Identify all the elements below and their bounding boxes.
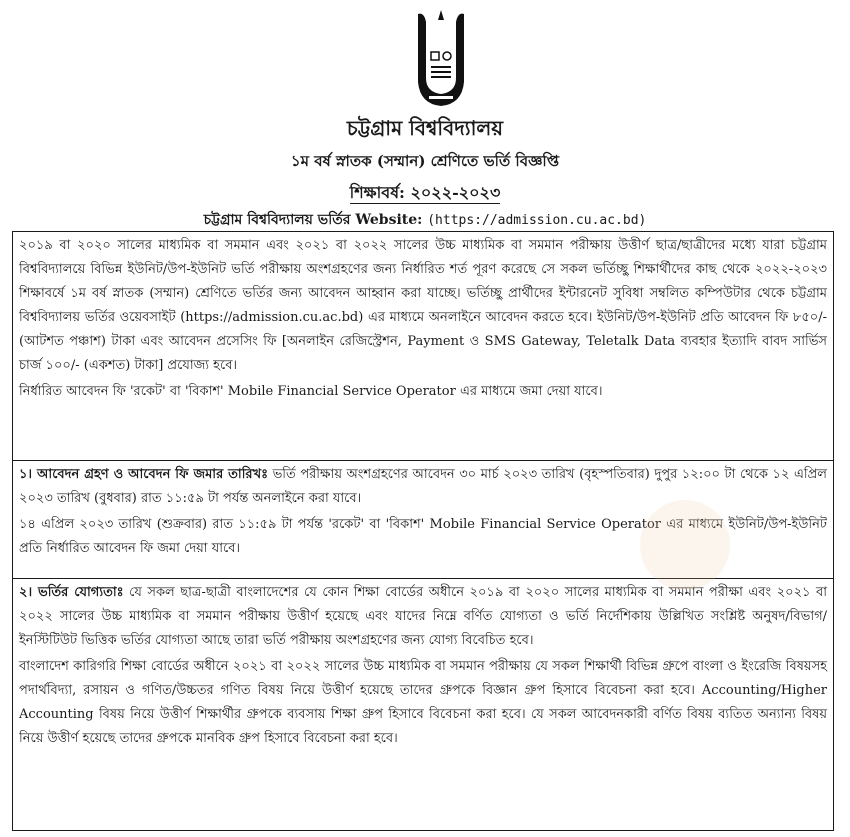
notice-title: ১ম বর্ষ স্নাতক (সম্মান) শ্রেণিতে ভর্তি বিজ্ঞপ্তি — [290, 152, 560, 170]
university-crest-logo — [414, 8, 468, 108]
session-title — [0, 180, 850, 207]
website-url[interactable]: (https://admission.cu.ac.bd) — [427, 213, 647, 228]
watermark-stamp — [640, 500, 730, 590]
dates-paragraph-1 — [19, 463, 827, 511]
eligibility-heading: ২। ভর্তির যোগ্যতাঃ — [19, 585, 124, 600]
website-label: চট্টগ্রাম বিশ্ববিদ্যালয় ভর্তির Website: — [203, 212, 423, 228]
eligibility-paragraph-2: বাংলাদেশ কারিগরি শিক্ষা বোর্ডের অধীনে ২০২১ বা ২০২২ সালের উচ্চ মাধ্যমিক বা সমমান পরীক্ষায় যে সকল শিক্ষার্থী বিভিন্ন গ্রুপে বাংলা ও ইংরেজি বিষয়সহ পদার্থবিদ্যা, রসায়ন ও গণিত/উচ্চতর গণিত বিষয় নিয়ে উত্তীর্ণ হয়েছে তাদের গ্রুপকে বিজ্ঞান গ্রুপ হিসাবে বিবেচনা করা হবে। Accounting/Higher Accounting বিষয় নিয়ে উত্তীর্ণ শিক্ষার্থীর গ্রুপকে ব্যবসায় শিক্ষা গ্রুপ হিসাবে বিবেচনা করা হবে। যে সকল আবেদনকারী বর্ণিত বিষয় ব্যতিত অন্যান্য বিষয় নিয়ে উত্তীর্ণ হয়েছে তাদের গ্রুপকে মানবিক গ্রুপ হিসাবে বিবেচনা করা হবে। — [19, 659, 827, 746]
section-eligibility — [13, 578, 833, 830]
website-line — [0, 208, 850, 232]
dates-text-1: ভর্তি পরীক্ষায় অংশগ্রহণের আবেদন ৩০ মার্চ ২০২৩ তারিখ (বৃহস্পতিবার) দুপুর ১২:০০ টা থেকে ১২ এপ্রিল ২০২৩ তারিখ (বুধবার) রাত ১১:৫৯ টা পর্যন্ত অনলাইনে করা যাবে। — [19, 467, 827, 506]
session-text: শিক্ষাবর্ষ: ২০২২-২০২৩ — [349, 183, 501, 202]
intro-paragraph-1: ২০১৯ বা ২০২০ সালের মাধ্যমিক বা সমমান এবং ২০২১ বা ২০২২ সালের উচ্চ মাধ্যমিক বা সমমান পরীক্ষায় উত্তীর্ণ ছাত্র/ছাত্রীদের মধ্যে যারা চট্টগ্রাম বিশ্ববিদ্যালয়ে বিভিন্ন ইউনিট/উপ-ইউনিট ভর্তি পরীক্ষায় অংশগ্রহণের জন্য নির্ধারিত শর্ত পূরণ করেছে সে সকল ভর্তিচ্ছু শিক্ষার্থীদের কাছ থেকে ২০২২-২০২৩ শিক্ষাবর্ষে ১ম বর্ষ স্নাতক (সম্মান) শ্রেণিতে ভর্তির জন্য আবেদন আহ্বান করা যাচ্ছে। ভর্তিচ্ছু প্রার্থীদের ইন্টারনেট সুবিধা সম্বলিত কম্পিউটার থেকে চট্টগ্রাম বিশ্ববিদ্যালয় ভর্তির ওয়েবসাইট (https://admission.cu.ac.bd) এর মাধ্যমে অনলাইনে আবেদন করতে হবে। ইউনিট/উপ-ইউনিট প্রতি আবেদন ফি ৮৫০/-(আটশত পঞ্চাশ) টাকা এবং আবেদন প্রসেসিং ফি [অনলাইন রেজিস্ট্রেশন, Payment ও SMS Gateway, Teletalk Data ব্যবহার ইত্যাদি বাবদ সার্ভিস চার্জ ১০০/- (একশত) টাকা] প্রযোজ্য হবে। — [19, 238, 827, 373]
intro-paragraph-2: নির্ধারিত আবেদন ফি 'রকেট' বা 'বিকাশ' Mobile Financial Service Operator এর মাধ্যমে জমা দেয়া যাবে। — [19, 384, 603, 399]
dates-paragraph-2: ১৪ এপ্রিল ২০২৩ তারিখ (শুক্রবার) রাত ১১:৫৯ টা পর্যন্ত 'রকেট' বা 'বিকাশ' Mobile Financial Service Operator এর মাধ্যমে ইউনিট/উপ-ইউনিট প্রতি নির্ধারিত আবেদন ফি জমা দেয়া যাবে। — [19, 517, 827, 556]
dates-heading: ১। আবেদন গ্রহণ ও আবেদন ফি জমার তারিখঃ — [19, 467, 269, 482]
eligibility-paragraph-1 — [19, 581, 827, 653]
eligibility-text-1: যে সকল ছাত্র-ছাত্রী বাংলাদেশের যে কোন শিক্ষা বোর্ডের অধীনে ২০১৯ বা ২০২০ সালের মাধ্যমিক বা সমমান পরীক্ষা এবং ২০২১ বা ২০২২ সালের উচ্চ মাধ্যমিক বা সমমান পরীক্ষায় উত্তীর্ণ হয়েছে এবং যাদের নিম্নে বর্ণিত যোগ্যতা ও ভর্তি নির্দেশিকায় উল্লিখিত সংশ্লিষ্ট অনুষদ/বিভাগ/ইনস্টিটিউট ভিত্তিক ভর্তির যোগ্যতা আছে তারা ভর্তি পরীক্ষায় অংশগ্রহণের জন্য যোগ্য বিবেচিত হবে। — [19, 585, 827, 648]
intro-section — [13, 232, 833, 460]
university-name: চট্টগ্রাম বিশ্ববিদ্যালয় — [346, 116, 504, 140]
